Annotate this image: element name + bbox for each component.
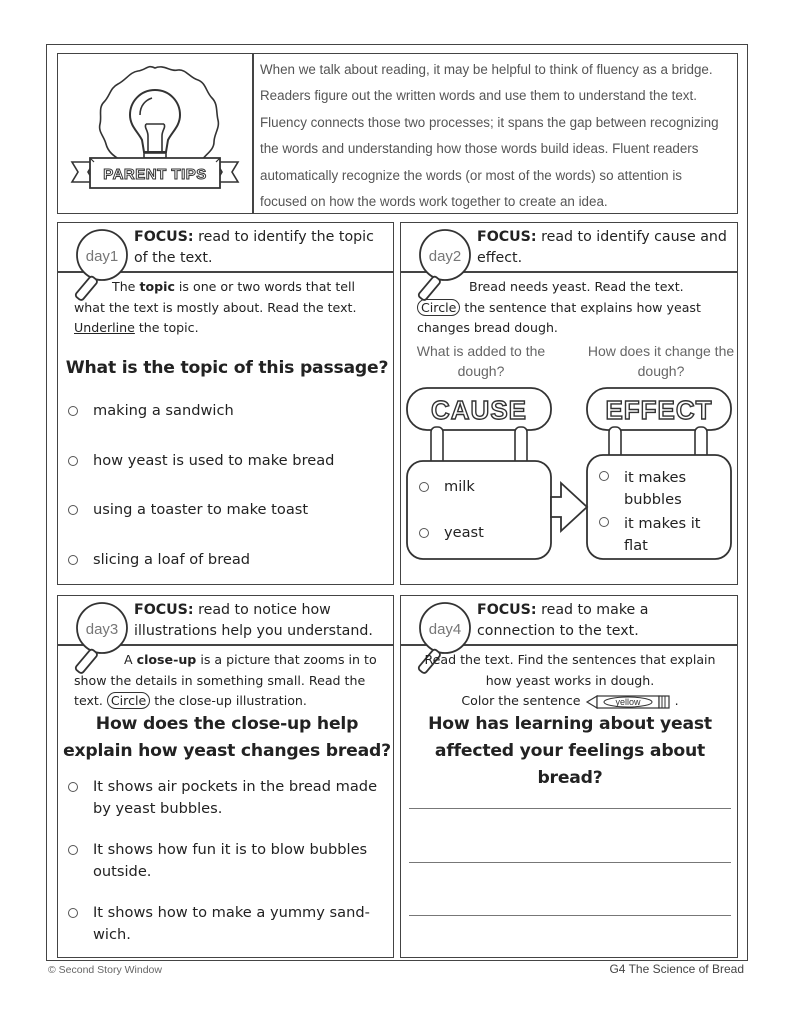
intro-bold: close-up — [136, 652, 197, 667]
question: How does the close-up help explain how yeast changes bread? — [63, 714, 391, 761]
crayon-label: yellow — [615, 696, 641, 707]
focus-description: read to identify cause and effect. — [477, 229, 727, 266]
cause-option[interactable] — [419, 476, 539, 498]
answer-option[interactable] — [68, 499, 386, 521]
tips-line: When we talk about reading, it may be helpful to think of fluency as a bridge. — [260, 62, 713, 77]
question: What is the topic of this passage? — [65, 358, 389, 378]
intro-circled: Circle — [417, 299, 460, 316]
copyright: © Second Story Window — [48, 964, 162, 976]
day-label: day4 — [428, 621, 462, 638]
day-label: day3 — [85, 621, 119, 638]
tips-divider — [252, 54, 254, 213]
radio-circle-icon[interactable] — [68, 555, 78, 565]
option-label: It shows how to make a yummy sand-wich. — [93, 904, 370, 943]
intro-part: is one or two words that tell what the text is mostly about. Read the text. — [74, 279, 357, 315]
effect-option[interactable] — [599, 467, 719, 511]
effect-label: EFFECT — [605, 395, 713, 425]
radio-circle-icon[interactable] — [68, 782, 78, 792]
tips-line: the words and understanding how those words build ideas. Fluent readers — [260, 141, 699, 157]
option-label: using a toaster to make toast — [93, 501, 309, 518]
intro-part: The — [112, 279, 140, 294]
intro-line — [413, 691, 727, 712]
answer-option[interactable] — [68, 776, 386, 820]
focus-text — [134, 600, 386, 642]
yellow-crayon-icon — [585, 693, 671, 711]
radio-circle-icon[interactable] — [419, 482, 429, 492]
intro-part: Color the sentence — [461, 693, 581, 708]
tips-line: Readers figure out the written words and use them to understand the text. — [260, 88, 697, 104]
intro-circled: Circle — [107, 692, 150, 709]
writing-line[interactable] — [409, 862, 731, 863]
focus-word: FOCUS: — [477, 229, 537, 245]
focus-description: read to notice how illustrations help you understand. — [134, 602, 373, 639]
answer-option[interactable] — [68, 839, 386, 883]
option-label: It shows air pockets in the bread made by yeast bubbles. — [93, 778, 378, 817]
option-label: it makes it flat — [624, 515, 701, 554]
focus-text — [477, 227, 729, 269]
focus-word: FOCUS: — [134, 229, 194, 245]
intro-line: Read the text. Find the sentences that explain how yeast works in dough. — [424, 652, 716, 688]
answer-option[interactable] — [68, 450, 386, 472]
radio-circle-icon[interactable] — [68, 505, 78, 515]
question: How has learning about yeast affected your feelings about bread? — [428, 714, 712, 788]
option-label: how yeast is used to make bread — [93, 452, 335, 469]
day2-section — [400, 222, 738, 585]
focus-word: FOCUS: — [477, 602, 537, 618]
intro-part: . — [674, 693, 679, 708]
day4-section — [400, 595, 738, 958]
focus-word: FOCUS: — [134, 602, 194, 618]
radio-circle-icon[interactable] — [68, 845, 78, 855]
answer-option[interactable] — [68, 549, 386, 571]
day-label: day1 — [85, 248, 119, 265]
radio-circle-icon[interactable] — [68, 406, 78, 416]
intro-part: is a picture that zooms in to show the details in something small. Read the text. — [74, 652, 377, 708]
writing-line[interactable] — [409, 808, 731, 809]
focus-description: read to identify the topic of the text. — [134, 229, 374, 266]
focus-text — [477, 600, 729, 642]
option-label: it makes bubbles — [624, 469, 687, 508]
radio-circle-icon[interactable] — [599, 517, 609, 527]
day3-section — [57, 595, 394, 958]
intro-part: Bread needs yeast. Read the text. — [469, 279, 684, 294]
cause-option[interactable] — [419, 522, 539, 544]
parent-tips-text — [260, 57, 732, 215]
effect-question: How does it change the dough? — [587, 343, 735, 379]
day1-section — [57, 222, 394, 585]
cause-label: CAUSE — [430, 395, 528, 425]
option-label: milk — [444, 478, 475, 495]
writing-line[interactable] — [409, 915, 731, 916]
intro-text — [413, 650, 727, 712]
intro-text — [74, 277, 388, 339]
intro-part: the close-up illustration. — [150, 693, 307, 708]
radio-circle-icon[interactable] — [68, 456, 78, 466]
parent-tips-badge: PARENT TIPS — [103, 166, 207, 183]
radio-circle-icon[interactable] — [599, 471, 609, 481]
intro-bold: topic — [139, 279, 175, 294]
intro-text — [74, 650, 388, 712]
tips-line: focused on how the words work together to create an idea. — [260, 194, 608, 210]
option-label: slicing a loaf of bread — [93, 551, 251, 568]
answer-option[interactable] — [68, 400, 386, 422]
tips-line: automatically recognize the words (or most of the words) so attention is — [260, 167, 682, 183]
radio-circle-icon[interactable] — [419, 528, 429, 538]
effect-option[interactable] — [599, 513, 719, 557]
lightbulb-badge-icon — [64, 60, 246, 208]
intro-underline: Underline — [74, 320, 135, 335]
intro-part: the sentence that explains how yeast changes bread dough. — [417, 299, 701, 335]
cause-question: What is added to the dough? — [416, 343, 546, 379]
day-label: day2 — [428, 248, 462, 265]
tips-line: Fluency connects those two processes; it spans the gap between recognizing — [260, 114, 719, 130]
focus-description: read to make a connection to the text. — [477, 602, 649, 639]
page-title: G4 The Science of Bread — [609, 962, 744, 976]
intro-part: the topic. — [134, 320, 199, 335]
parent-tips-box — [57, 53, 738, 214]
intro-part: A — [124, 652, 137, 667]
answer-option[interactable] — [68, 902, 386, 946]
radio-circle-icon[interactable] — [68, 908, 78, 918]
option-label: It shows how fun it is to blow bubbles outside. — [93, 841, 368, 880]
focus-text — [134, 227, 386, 269]
option-label: making a sandwich — [93, 402, 234, 419]
option-label: yeast — [444, 524, 484, 541]
intro-text — [417, 277, 731, 339]
